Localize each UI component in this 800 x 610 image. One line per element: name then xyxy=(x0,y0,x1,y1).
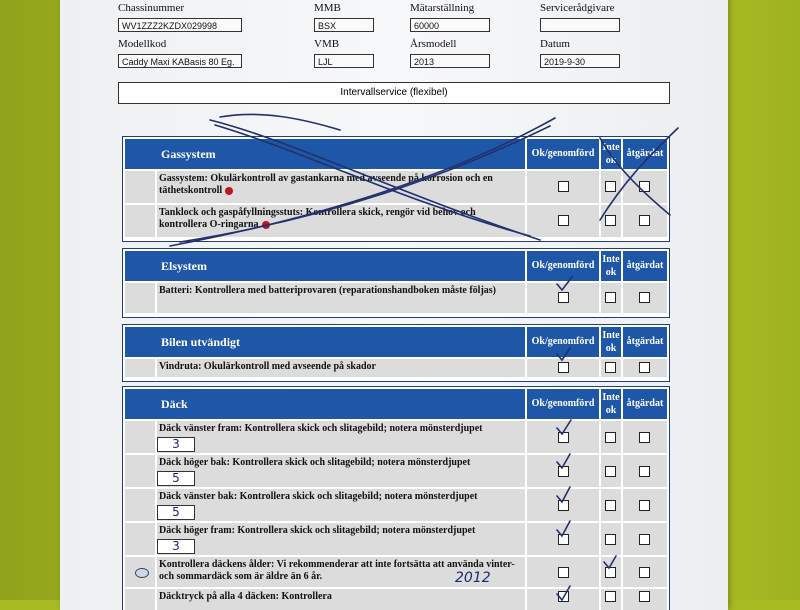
check-mark xyxy=(557,454,570,468)
column-inte-header: Inte ok xyxy=(601,327,621,357)
chassis-label: Chassinummer xyxy=(118,2,184,14)
model-field: Caddy Maxi KABasis 80 Eg. xyxy=(118,54,242,68)
row-text: Däcktryck på alla 4 däcken: Kontrollera xyxy=(157,589,525,610)
check-mark xyxy=(557,348,570,360)
date-field: 2019-9-30 xyxy=(540,54,620,68)
row-text: Batteri: Kontrollera med batteriprovaren (reparationshandboken måste följas) xyxy=(157,283,525,313)
section-title: Däck xyxy=(125,389,525,419)
strike-through-mark xyxy=(210,120,540,240)
section-title: Elsystem xyxy=(125,251,525,281)
handwritten-year: 2012 xyxy=(455,570,491,586)
chassis-field: WV1ZZZ2KZDX029998 xyxy=(118,18,242,32)
column-inte-header: Inte ok xyxy=(601,139,621,169)
column-ok-header: Ok/genomförd xyxy=(527,139,599,169)
service-protocol-page xyxy=(60,0,728,610)
vmb-field: LJL xyxy=(314,54,374,68)
column-atgardat-header: åtgärdat xyxy=(623,139,667,169)
meter-label: Mätarställning xyxy=(410,2,475,14)
tread-depth-field[interactable]: 5 xyxy=(157,505,195,520)
column-atgardat-header: åtgärdat xyxy=(623,327,667,357)
tread-depth-field[interactable]: 3 xyxy=(157,437,195,452)
row-text: Gassystem: Okulärkontroll av gastankarna med avseende på korrosion och en täthetskontroll xyxy=(157,171,525,203)
check-mark xyxy=(557,420,571,434)
column-inte-header: Inte ok xyxy=(601,251,621,281)
row-text: Kontrollera däckens ålder: Vi rekommenderar att inte fortsätta att använda vinter- och sommardäck som är äldre än 6 år. xyxy=(157,557,525,587)
date-label: Datum xyxy=(540,38,570,50)
row-text: Vindruta: Okulärkontroll med avseende på skador xyxy=(157,359,525,377)
row-text: Däck vänster fram: Kontrollera skick och slitagebild; notera mönsterdjupet xyxy=(157,421,525,453)
meter-field: 60000 xyxy=(410,18,490,32)
mmb-label: MMB xyxy=(314,2,341,14)
column-inte-header: Inte ok xyxy=(601,389,621,419)
year-field: 2013 xyxy=(410,54,490,68)
row-text: Däck vänster bak: Kontrollera skick och slitagebild; notera mönsterdjupet xyxy=(157,489,525,521)
strike-through-mark xyxy=(600,128,678,220)
column-atgardat-header: åtgärdat xyxy=(623,389,667,419)
row-text: Däck höger bak: Kontrollera skick och slitagebild; notera mönsterdjupet xyxy=(157,455,525,487)
check-mark xyxy=(557,586,570,600)
column-ok-header: Ok/genomförd xyxy=(527,389,599,419)
tread-depth-field[interactable]: 3 xyxy=(157,539,195,554)
vmb-label: VMB xyxy=(314,38,340,50)
interval-title: Intervallservice (flexibel) xyxy=(118,82,670,104)
advisor-label: Servicerådgivare xyxy=(540,2,615,14)
column-ok-header: Ok/genomförd xyxy=(527,251,599,281)
check-mark xyxy=(557,521,570,536)
check-mark xyxy=(557,277,572,290)
row-text: Tanklock och gaspåfyllningsstuts: Kontrollera skick, rengör vid behov och kontrollera O-ringarna xyxy=(157,205,525,237)
check-mark xyxy=(604,556,616,568)
tread-depth-field[interactable]: 5 xyxy=(157,471,195,486)
section-title: Bilen utvändigt xyxy=(125,327,525,357)
column-atgardat-header: åtgärdat xyxy=(623,251,667,281)
section-title: Gassystem xyxy=(125,139,525,169)
column-ok-header: Ok/genomförd xyxy=(527,327,599,357)
pen-marks xyxy=(60,0,728,610)
row-text: Däck höger fram: Kontrollera skick och slitagebild; notera mönsterdjupet xyxy=(157,523,525,555)
mmb-field: BSX xyxy=(314,18,374,32)
model-label: Modellkod xyxy=(118,38,167,50)
check-mark xyxy=(557,487,570,502)
year-label: Årsmodell xyxy=(410,38,457,50)
